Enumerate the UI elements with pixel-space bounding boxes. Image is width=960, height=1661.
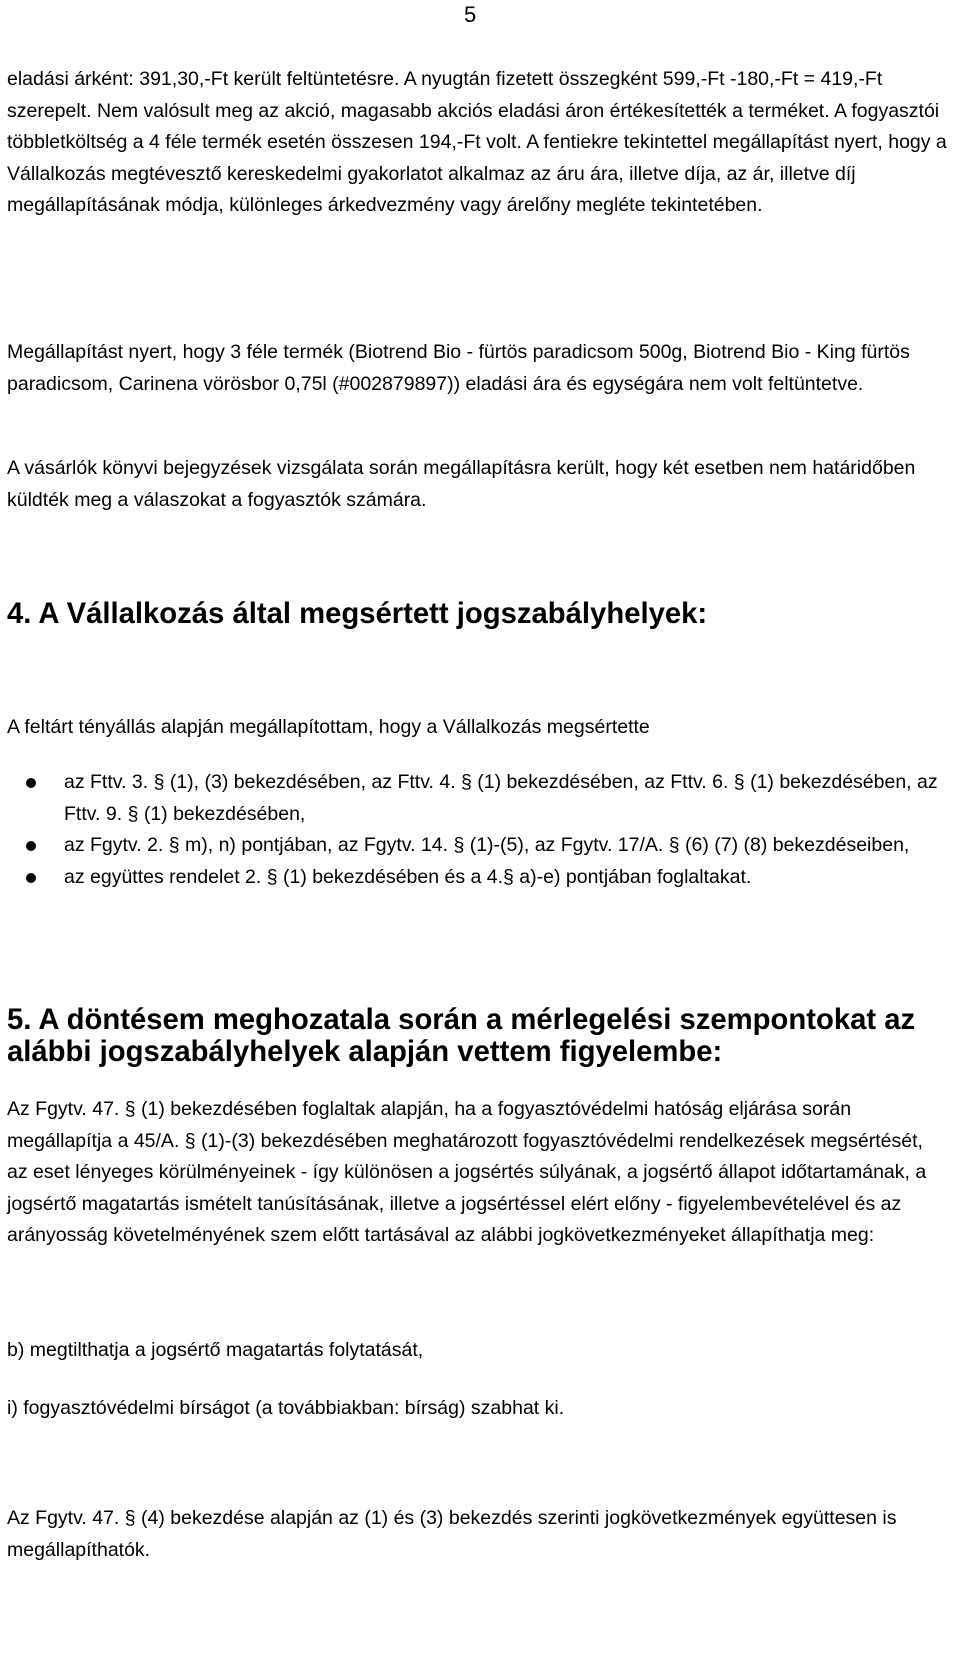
section-heading-4: 4. A Vállalkozás által megsértett jogszabályhelyek: (7, 598, 708, 630)
bullet-icon (26, 778, 36, 788)
paragraph-option-i: i) fogyasztóvédelmi bírságot (a továbbiakban: bírság) szabhat ki. (7, 1397, 565, 1419)
bullet-icon (26, 873, 36, 883)
paragraph-legal-basis: Az Fgytv. 47. § (1) bekezdésében foglaltak alapján, ha a fogyasztóvédelmi hatóság eljárása során megállapítja a 45/A. § (1)-(3) bekezdésében meghatározott fogyasztóvédelmi rendelkezések megsértését, az eset lényeges körülményeinek - így különösen a jogsértés súlyának, a jogsértő állapot időtartamának, a jogsértő magatartás ismételt tanúsításának, illetve a jogsértéssel elért előny - figyelembevételével és az arányosság követelményének szem előtt tartásával az alábbi jogkövetkezményeket állapíthatja meg: (7, 1098, 927, 1246)
paragraph-combined-sanctions: Az Fgytv. 47. § (4) bekezdése alapján az (1) és (3) bekezdés szerinti jogkövetkezmények együttesen is megállapíthatók. (7, 1507, 897, 1561)
list-item (7, 862, 947, 894)
list-item (7, 830, 947, 862)
paragraph-missing-prices: Megállapítást nyert, hogy 3 féle termék (Biotrend Bio - fürtös paradicsom 500g, Biotrend Bio - King fürtös paradicsom, Carinena vörösbor 0,75l (#002879897)) eladási ára és egységára nem volt feltüntetve. (7, 341, 910, 395)
paragraph-violation-intro: A feltárt tényállás alapján megállapítottam, hogy a Vállalkozás megsértette (7, 716, 650, 738)
paragraph-option-b: b) megtilthatja a jogsértő magatartás folytatását, (7, 1339, 424, 1361)
list-item-text: az Fttv. 3. § (1), (3) bekezdésében, az Fttv. 4. § (1) bekezdésében, az Fttv. 6. § (1) bekezdésében, az Fttv. 9. § (1) bekezdésében, (64, 771, 938, 825)
list-item (7, 767, 947, 830)
page-number: 5 (464, 2, 477, 27)
violations-list (7, 767, 947, 893)
paragraph-price-findings: eladási árként: 391,30,-Ft került feltüntetésre. A nyugtán fizetett összegként 599,-Ft -180,-Ft = 419,-Ft szerepelt. Nem valósult meg az akció, magasabb akciós eladási áron értékesítették a terméket. A fogyasztói többletköltség a 4 féle termék esetén összesen 194,-Ft volt. A fentiekre tekintettel megállapítást nyert, hogy a Vállalkozás megtévesztő kereskedelmi gyakorlatot alkalmaz az áru ára, illetve díja, az ár, illetve díj megállapításának módja, különleges árkedvezmény vagy árelőny megléte tekintetében. (7, 68, 947, 216)
list-item-text: az Fgytv. 2. § m), n) pontjában, az Fgytv. 14. § (1)-(5), az Fgytv. 17/A. § (6) (7) (8) bekezdéseiben, (64, 834, 910, 856)
bullet-icon (26, 841, 36, 851)
list-item-text: az együttes rendelet 2. § (1) bekezdésében és a 4.§ a)-e) pontjában foglaltakat. (64, 865, 752, 888)
section-heading-5: 5. A döntésem meghozatala során a mérlegelési szempontokat az alábbi jogszabályhelyek alapján vettem figyelembe: (7, 1004, 916, 1068)
paragraph-complaint-book: A vásárlók könyvi bejegyzések vizsgálata során megállapításra került, hogy két esetben nem határidőben küldték meg a válaszokat a fogyasztók számára. (7, 457, 916, 511)
